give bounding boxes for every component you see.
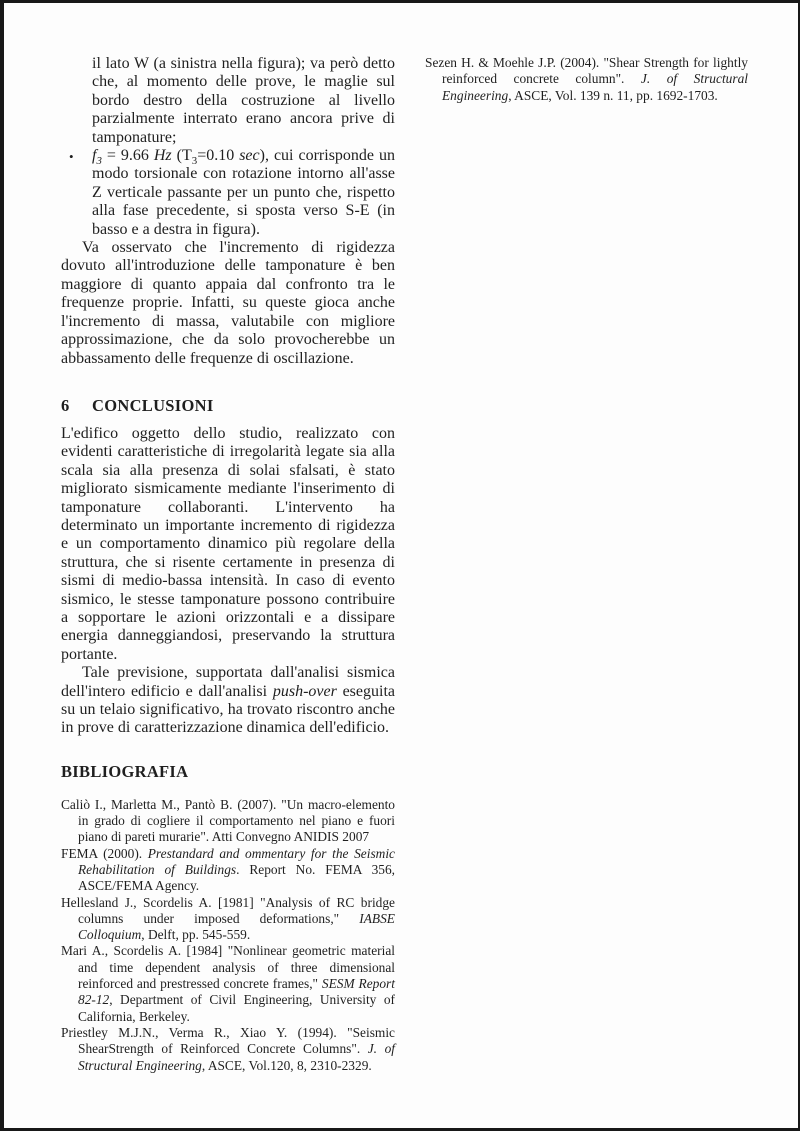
reference-entry-priestley: Priestley M.J.N., Verma R., Xiao Y. (1994). "Seismic ShearStrength of Reinforced Concrete Columns". J. of Structural Engineering, ASCE, Vol.120, 8, 2310-2329. — [61, 1024, 395, 1073]
paragraph-conclusioni-2: Tale previsione, supportata dall'analisi sismica dell'intero edificio e dall'analisi push-over eseguita su un telaio significativo, ha trovato riscontro anche in prove di caratterizzazione dinamica dell'edificio. — [61, 664, 396, 737]
bibliography-heading: BIBLIOGRAFIA — [61, 761, 189, 781]
reference-entry-fema: FEMA (2000). Prestandard and ommentary for the Seismic Rehabilitation of Buildings. Report No. FEMA 356, ASCE/FEMA Agency. — [61, 845, 395, 894]
bullet-list-item-text: $f_3 = 9.66$ Hz ($T_3=0.10$ sec), cui corrisponde un modo torsionale con rotazione intorno all'asse Z verticale passante per un punto che, rispetto alla fase precedente, si sposta verso S-E (in basso e a destra in figura). — [92, 147, 395, 238]
bullet-icon: • — [69, 149, 74, 165]
continued-list-item — [92, 55, 395, 147]
section-title: CONCLUSIONI — [92, 395, 214, 415]
paragraph-conclusioni-1: L'edifico oggetto dello studio, realizzato con evidenti caratteristiche di irregolarità legate sia alla scala sia alla presenza di solai sfalsati, è stato migliorato sismicamente mediante l'inserimento di tamponature collaboranti. L'intervento ha determinato un importante incremento di rigidezza e un comportamento dinamico più regolare della struttura, che si risente certamente in presenza di sismi di medio-bassa intensità. In caso di evento sismico, le stesse tamponature possono contribuire a sopportare le azioni orizzontali e a dissipare energia danneggiandosi, preservando la struttura portante. — [61, 424, 395, 663]
reference-list — [61, 797, 395, 1074]
reference-entry-mari: Mari A., Scordelis A. [1984] "Nonlinear geometric material and time dependent analysis of three dimensional reinforced and prestressed concrete frames," SESM Report 82-12, Department of Civil Engineering, University of California, Berkeley. — [61, 943, 395, 1024]
continued-list-item-text: il lato W (a sinistra nella figura); va però detto che, al momento delle prove, le maglie sul bordo destro della costruzione al livello parzialmente interrato erano ancora prive di tamponature; — [92, 55, 395, 146]
section-heading-conclusioni — [61, 396, 395, 415]
right-column — [425, 55, 748, 104]
left-column — [61, 55, 395, 1074]
section-number: 6 — [61, 395, 70, 415]
reference-entry-hellesland: Hellesland J., Scordelis A. [1981] "Analysis of RC bridge columns under imposed deformations," IABSE Colloquium, Delft, pp. 545-559. — [61, 894, 395, 943]
bullet-list-item — [69, 147, 395, 239]
reference-entry-sezen: Sezen H. & Moehle J.P. (2004). "Shear Strength for lightly reinforced concrete column". J. of Structural Engineering, ASCE, Vol. 139 n. 11, pp. 1692-1703. — [425, 55, 748, 103]
reference-entry-calio: Caliò I., Marletta M., Pantò B. (2007). "Un macro-elemento in grado di cogliere il comportamento nel piano e fuori piano di pareti murarie". Atti Convegno ANIDIS 2007 — [61, 796, 395, 845]
paragraph-va-osservato: Va osservato che l'incremento di rigidezza dovuto all'introduzione delle tamponature è ben maggiore di quanto appaia dal confronto tra le frequenze proprie. Infatti, su queste gioca anche l'incremento di massa, valutabile con migliore approssimazione, che da solo provocherebbe un abbassamento delle frequenze di oscillazione. — [61, 239, 395, 367]
